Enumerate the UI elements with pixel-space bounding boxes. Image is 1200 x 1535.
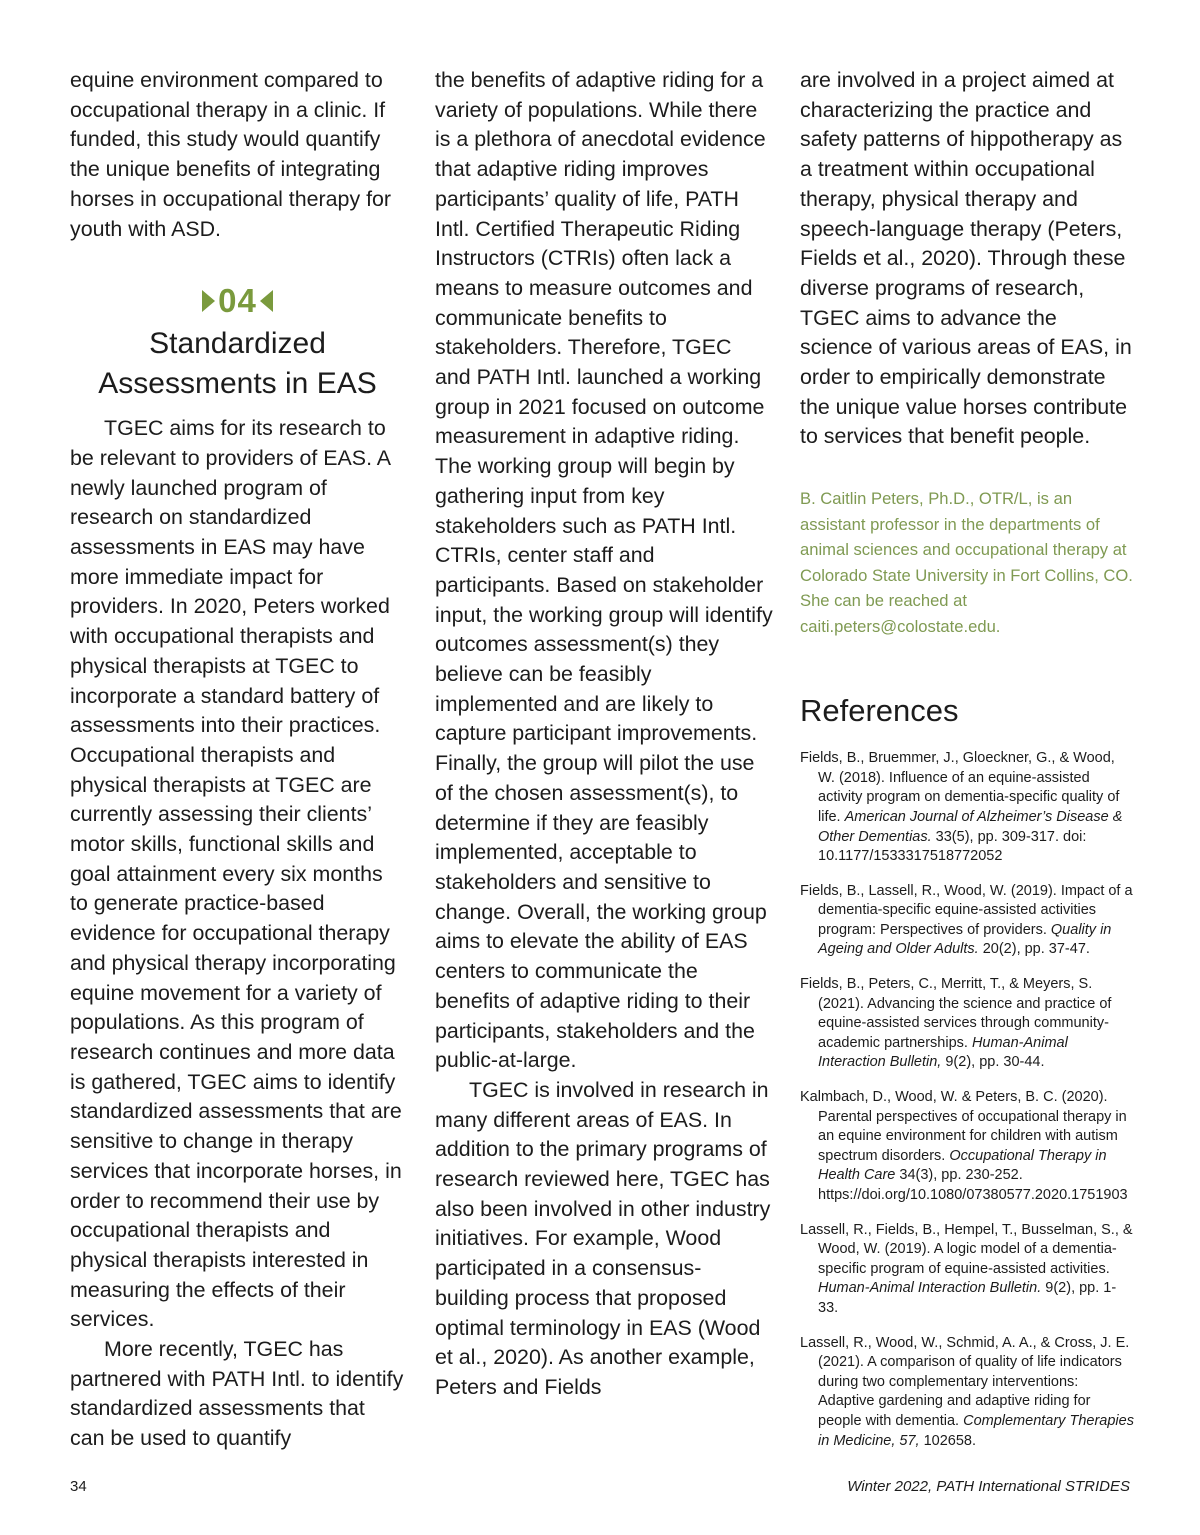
section-title-line2: Assessments in EAS <box>98 367 377 401</box>
reference-item <box>800 1334 1135 1452</box>
reference-source: Occupational Therapy in Health Care <box>818 1147 1107 1184</box>
body-paragraph: TGEC aims for its research to be relevant to providers of EAS. A newly launched program of research on standardized assessments in EAS may have more immediate impact for providers. In 2020, Peters worked with occupational therapists and physical therapists at TGEC to incorporate a standard battery of assessments into their practices. Occupational therapists and physical therapists at TGEC are currently assessing their clients’ motor skills, functional skills and goal attainment every six months to generate practice-based evidence for occupational therapy and physical therapy incorporating equine movement for a variety of populations. As this program of research continues and more data is gathered, TGEC aims to identify standardized assessments that are sensitive to change in therapy services that incorporate horses, in order to recommend their use by occupational therapists and physical therapists interested in measuring the effects of their services. <box>70 416 402 1332</box>
triangle-right-icon <box>202 290 215 312</box>
reference-text: Fields, B., Peters, C., Merritt, T., & Meyers, S. (2021). Advancing the science and practice of equine-assisted services through community-academic partnerships. <box>800 976 1112 1051</box>
reference-item <box>800 1088 1135 1206</box>
column-1 <box>70 66 405 1454</box>
section-heading <box>70 282 405 404</box>
body-paragraph: equine environment compared to occupational therapy in a clinic. If funded, this study would quantify the unique benefits of integrating horses in occupational therapy for youth with ASD. <box>70 68 392 241</box>
reference-text: Lassell, R., Fields, B., Hempel, T., Busselman, S., & Wood, W. (2019). A logic model of a dementia-specific program of equine-assisted activities. <box>800 1221 1133 1277</box>
reference-text: Lassell, R., Wood, W., Schmid, A. A., & Cross, J. E. (2021). A comparison of quality of life indicators during two complementary interventions: Adaptive gardening and adaptive riding for people with dementia. <box>800 1334 1130 1429</box>
reference-source: American Journal of Alzheimer’s Disease & Other Dementias. <box>818 808 1123 845</box>
reference-details: 33(5), pp. 309-317. doi: 10.1177/1533317518772052 <box>818 828 1087 865</box>
reference-source: Complementary Therapies in Medicine, 57, <box>818 1412 1134 1449</box>
reference-details: 20(2), pp. 37-47. <box>978 941 1090 958</box>
reference-item <box>800 1221 1135 1319</box>
body-paragraph: are involved in a project aimed at characterizing the practice and safety patterns of hippotherapy as a treatment within occupational therapy, physical therapy and speech-language therapy (Peters, Fields et al., 2020). Through these diverse programs of research, TGEC aims to advance the science of various areas of EAS, in order to empirically demonstrate the unique value horses contribute to services that benefit people. <box>800 68 1132 449</box>
column-3 <box>800 66 1135 1466</box>
body-paragraph: TGEC is involved in research in many different areas of EAS. In addition to the primary programs of research reviewed here, TGEC has also been involved in other industry initiatives. For example, Wood participated in a consensus-building process that proposed optimal terminology in EAS (Wood et al., 2020). As another example, Peters and Fields <box>435 1077 771 1399</box>
publication-name: Winter 2022, PATH International STRIDES <box>847 1478 1130 1495</box>
reference-details: 9(2), pp. 1-33. <box>818 1280 1117 1316</box>
triangle-left-icon <box>260 290 273 312</box>
section-title-line1: Standardized <box>149 327 326 361</box>
reference-source: Human-Animal Interaction Bulletin. <box>818 1280 1042 1297</box>
body-paragraph: More recently, TGEC has partnered with PATH Intl. to identify standardized assessments that can be used to quantify <box>70 1337 404 1451</box>
reference-item <box>800 975 1135 1073</box>
reference-details: 9(2), pp. 30-44. <box>941 1054 1045 1071</box>
section-number-block <box>70 282 405 320</box>
column-2 <box>435 66 773 1403</box>
reference-source: Quality in Ageing and Older Adults. <box>818 921 1112 958</box>
reference-item <box>800 882 1135 960</box>
reference-text: Fields, B., Bruemmer, J., Gloeckner, G., & Wood, W. (2018). Influence of an equine-assisted activity program on dementia-specific quality of life. <box>800 750 1120 825</box>
reference-text: Kalmbach, D., Wood, W. & Peters, B. C. (2020). Parental perspectives of occupational therapy in an equine environment for children with autism spectrum disorders. <box>800 1089 1127 1164</box>
references-list <box>800 749 1135 1451</box>
body-paragraph: the benefits of adaptive riding for a variety of populations. While there is a plethora of anecdotal evidence that adaptive riding improves participants’ quality of life, PATH Intl. Certified Therapeutic Riding Instructors (CTRIs) often lack a means to measure outcomes and communicate benefits to stakeholders. Therefore, TGEC and PATH Intl. launched a working group in 2021 focused on outcome measurement in adaptive riding. The working group will begin by gathering input from key stakeholders such as PATH Intl. CTRIs, center staff and participants. Based on stakeholder input, the working group will identify outcomes assessment(s) they believe can be feasibly implemented and are likely to capture participant improvements. Finally, the group will pilot the use of the chosen assessment(s), to determine if they are feasibly implemented, acceptable to stakeholders and sensitive to change. Overall, the working group aims to elevate the ability of EAS centers to communicate the benefits of adaptive riding to their participants, stakeholders and the public-at-large. <box>435 68 773 1073</box>
page-number: 34 <box>70 1478 87 1495</box>
reference-item <box>800 749 1135 867</box>
references-title: References <box>800 693 959 729</box>
section-number: 04 <box>218 282 257 320</box>
reference-details: 34(3), pp. 230-252. https://doi.org/10.1080/07380577.2020.1751903 <box>818 1167 1128 1204</box>
author-bio: B. Caitlin Peters, Ph.D., OTR/L, is an assistant professor in the departments of animal sciences and occupational therapy at Colorado State University in Fort Collins, CO. She can be reached at caiti.peters@colostate.edu. <box>800 489 1133 636</box>
reference-text: Fields, B., Lassell, R., Wood, W. (2019). Impact of a dementia-specific equine-assisted activities program: Perspectives of providers. <box>800 882 1133 938</box>
reference-source: Human-Animal Interaction Bulletin, <box>818 1034 1068 1071</box>
reference-details: 102658. <box>919 1432 977 1449</box>
